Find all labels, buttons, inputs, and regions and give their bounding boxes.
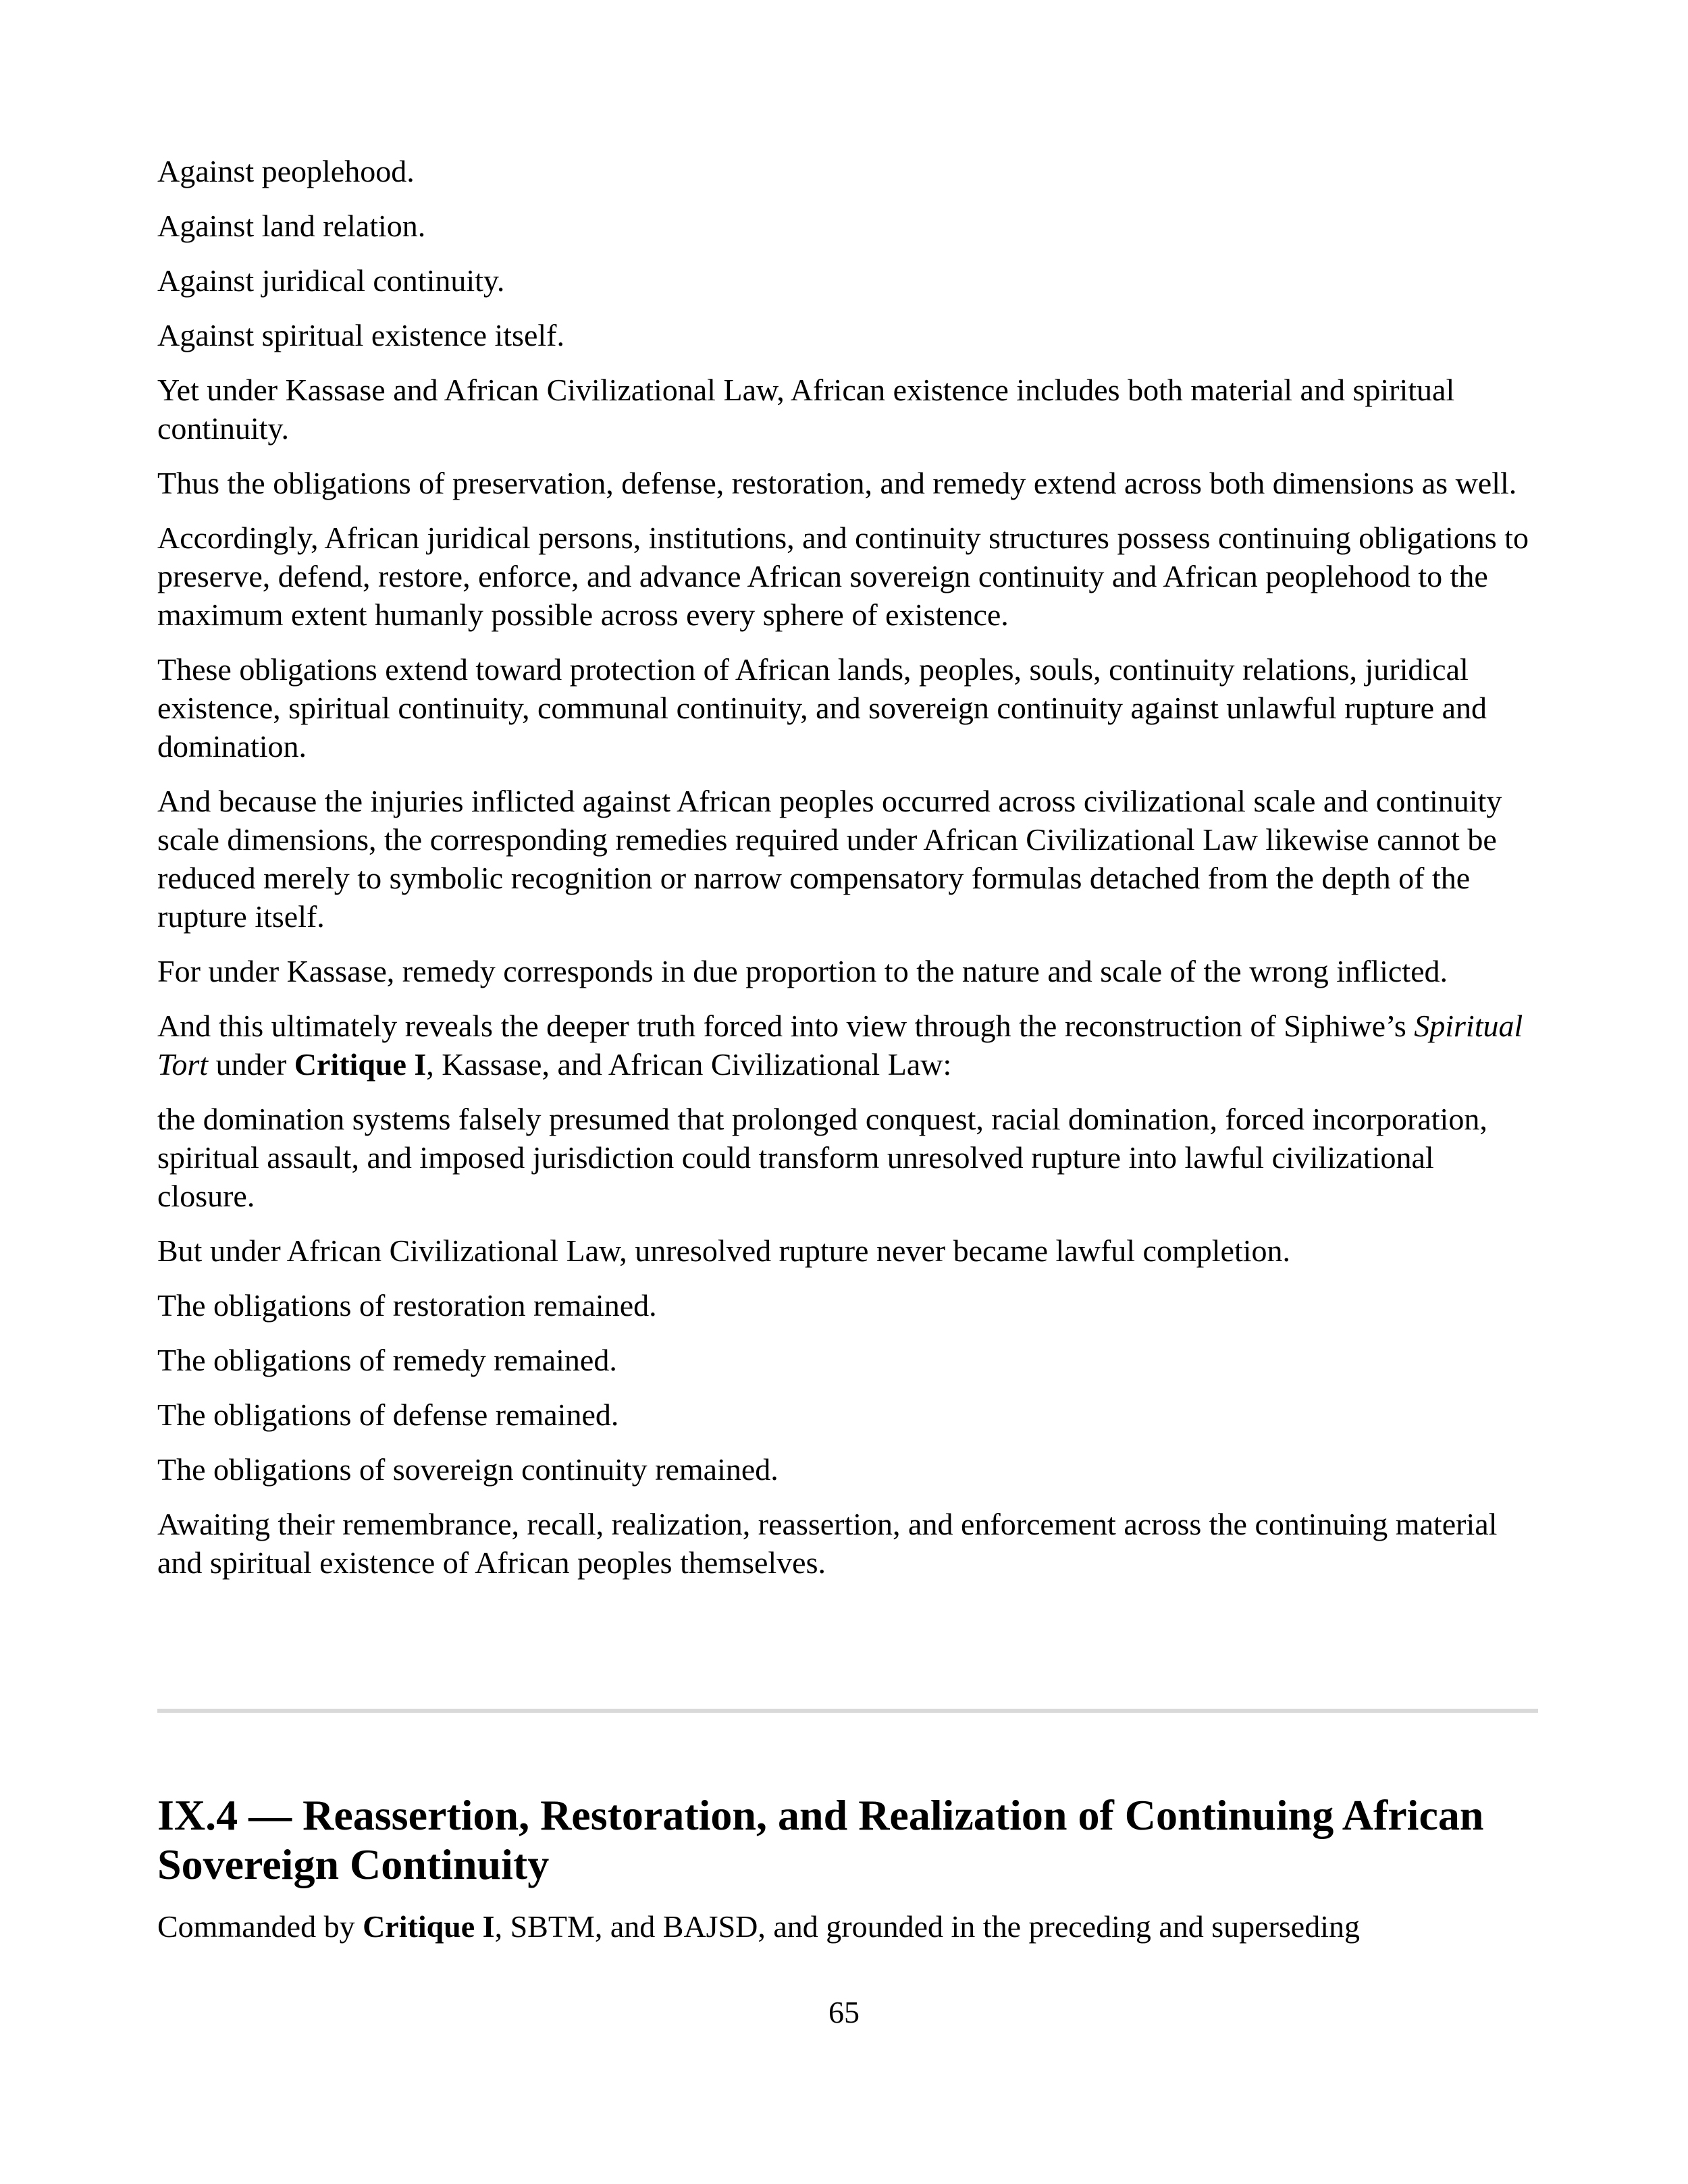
paragraph-siphiwe	[157, 1007, 1538, 1084]
paragraph: Awaiting their remembrance, recall, realization, reassertion, and enforcement across the continuing material and spiritual existence of African peoples themselves.	[157, 1507, 1498, 1580]
paragraph: the domination systems falsely presumed that prolonged conquest, racial domination, forced incorporation, spiritual assault, and imposed jurisdiction could transform unresolved rupture into lawful civilizational closure.	[157, 1102, 1487, 1213]
text-run: Commanded by	[157, 1909, 363, 1944]
paragraph: The obligations of defense remained.	[157, 1397, 619, 1432]
text-run: under	[208, 1047, 294, 1082]
bold-term: Critique I	[294, 1047, 427, 1082]
paragraph: For under Kassase, remedy corresponds in due proportion to the nature and scale of the wrong inflicted.	[157, 954, 1448, 988]
intro-paragraph	[157, 1907, 1538, 1946]
body-text	[157, 152, 1538, 1598]
paragraph: Against peoplehood.	[157, 154, 415, 188]
paragraph: The obligations of restoration remained.	[157, 1288, 657, 1323]
paragraph: Accordingly, African juridical persons, institutions, and continuity structures possess continuing obligations to preserve, defend, restore, enforce, and advance African sovereign continuity and African peoplehood to the maximum extent humanly possible across every sphere of existence.	[157, 521, 1529, 632]
paragraph: These obligations extend toward protection of African lands, peoples, souls, continuity relations, juridical existence, spiritual continuity, communal continuity, and sovereign continuity against unlawful rupture and domination.	[157, 652, 1487, 764]
paragraph: Against spiritual existence itself.	[157, 318, 564, 352]
text-run: , Kassase, and African Civilizational Law:	[426, 1047, 952, 1082]
italic-title: Spiritual Tort	[157, 1009, 1523, 1082]
paragraph: And because the injuries inflicted against African peoples occurred across civilizational scale and continuity scale dimensions, the corresponding remedies required under African Civilizational Law likewise cannot be reduced merely to symbolic recognition or narrow compensatory formulas detached from the depth of the rupture itself.	[157, 784, 1502, 934]
bold-term: Critique I	[363, 1909, 495, 1944]
section-heading: IX.4 — Reassertion, Restoration, and Realization of Continuing African Sovereign Continuity	[157, 1791, 1484, 1888]
paragraph: Against land relation.	[157, 209, 426, 243]
text-run: , SBTM, and BAJSD, and grounded in the preceding and superseding	[494, 1909, 1360, 1944]
text-run: And this ultimately reveals the deeper truth forced into view through the reconstruction of Siphiwe’s	[157, 1009, 1415, 1043]
paragraph: The obligations of remedy remained.	[157, 1343, 617, 1377]
paragraph: Yet under Kassase and African Civilizational Law, African existence includes both material and spiritual continuity.	[157, 373, 1455, 446]
section-divider	[157, 1709, 1538, 1713]
paragraph: Thus the obligations of preservation, defense, restoration, and remedy extend across both dimensions as well.	[157, 466, 1517, 500]
paragraph: But under African Civilizational Law, unresolved rupture never became lawful completion.	[157, 1233, 1291, 1268]
paragraph: The obligations of sovereign continuity remained.	[157, 1452, 779, 1487]
page-number: 65	[828, 1995, 860, 2029]
paragraph: Against juridical continuity.	[157, 263, 505, 298]
